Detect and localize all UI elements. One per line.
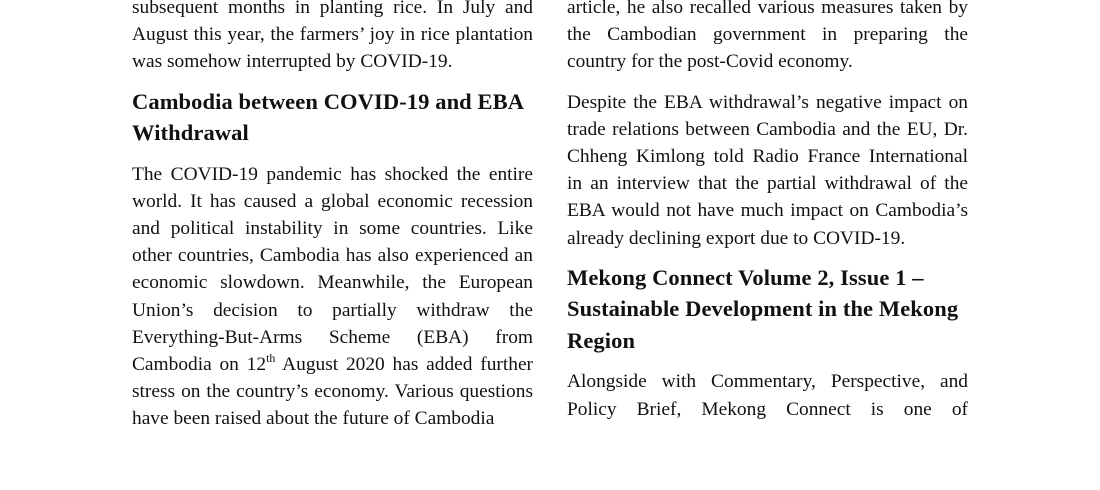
body-paragraph — [132, 161, 533, 433]
body-text-part2: August 2020 has added further stress on the country’s economy. Various questions have been raised about the future of Cambodia — [132, 354, 534, 430]
section-heading: Cambodia between COVID-19 and EBA Withdrawal — [132, 88, 523, 146]
intro-paragraph: article, he also recalled various measures taken by the Cambodian government in preparing the country for the post-Covid economy. — [567, 0, 968, 73]
intro-paragraph: subsequent months in planting rice. In July and August this year, the farmers’ joy in rice plantation was somehow interrupted by COVID-19. — [132, 0, 533, 73]
right-column — [567, 0, 968, 423]
body-paragraph: Despite the EBA withdrawal’s negative impact on trade relations between Cambodia and the EU, Dr. Chheng Kimlong told Radio France International in an interview that the partial withdrawal of the EBA would not have much impact on Cambodia’s already declining export due to COVID-19. — [567, 91, 968, 249]
body-paragraph: Alongside with Commentary, Perspective, and Policy Brief, Mekong Connect is one of — [567, 371, 968, 420]
ordinal-superscript: th — [266, 350, 276, 365]
left-column — [132, 0, 533, 433]
body-text-part1: The COVID-19 pandemic has shocked the entire world. It has caused a global economic recession and political instability in some countries. Like other countries, Cambodia has also experienced an economic slowdown. Meanwhile, the European Union’s decision to partially withdraw the Everything-But-Arms Scheme (EBA) from Cambodia on 12 — [132, 163, 533, 376]
section-heading: Mekong Connect Volume 2, Issue 1 – Sustainable Development in the Mekong Region — [567, 264, 959, 353]
